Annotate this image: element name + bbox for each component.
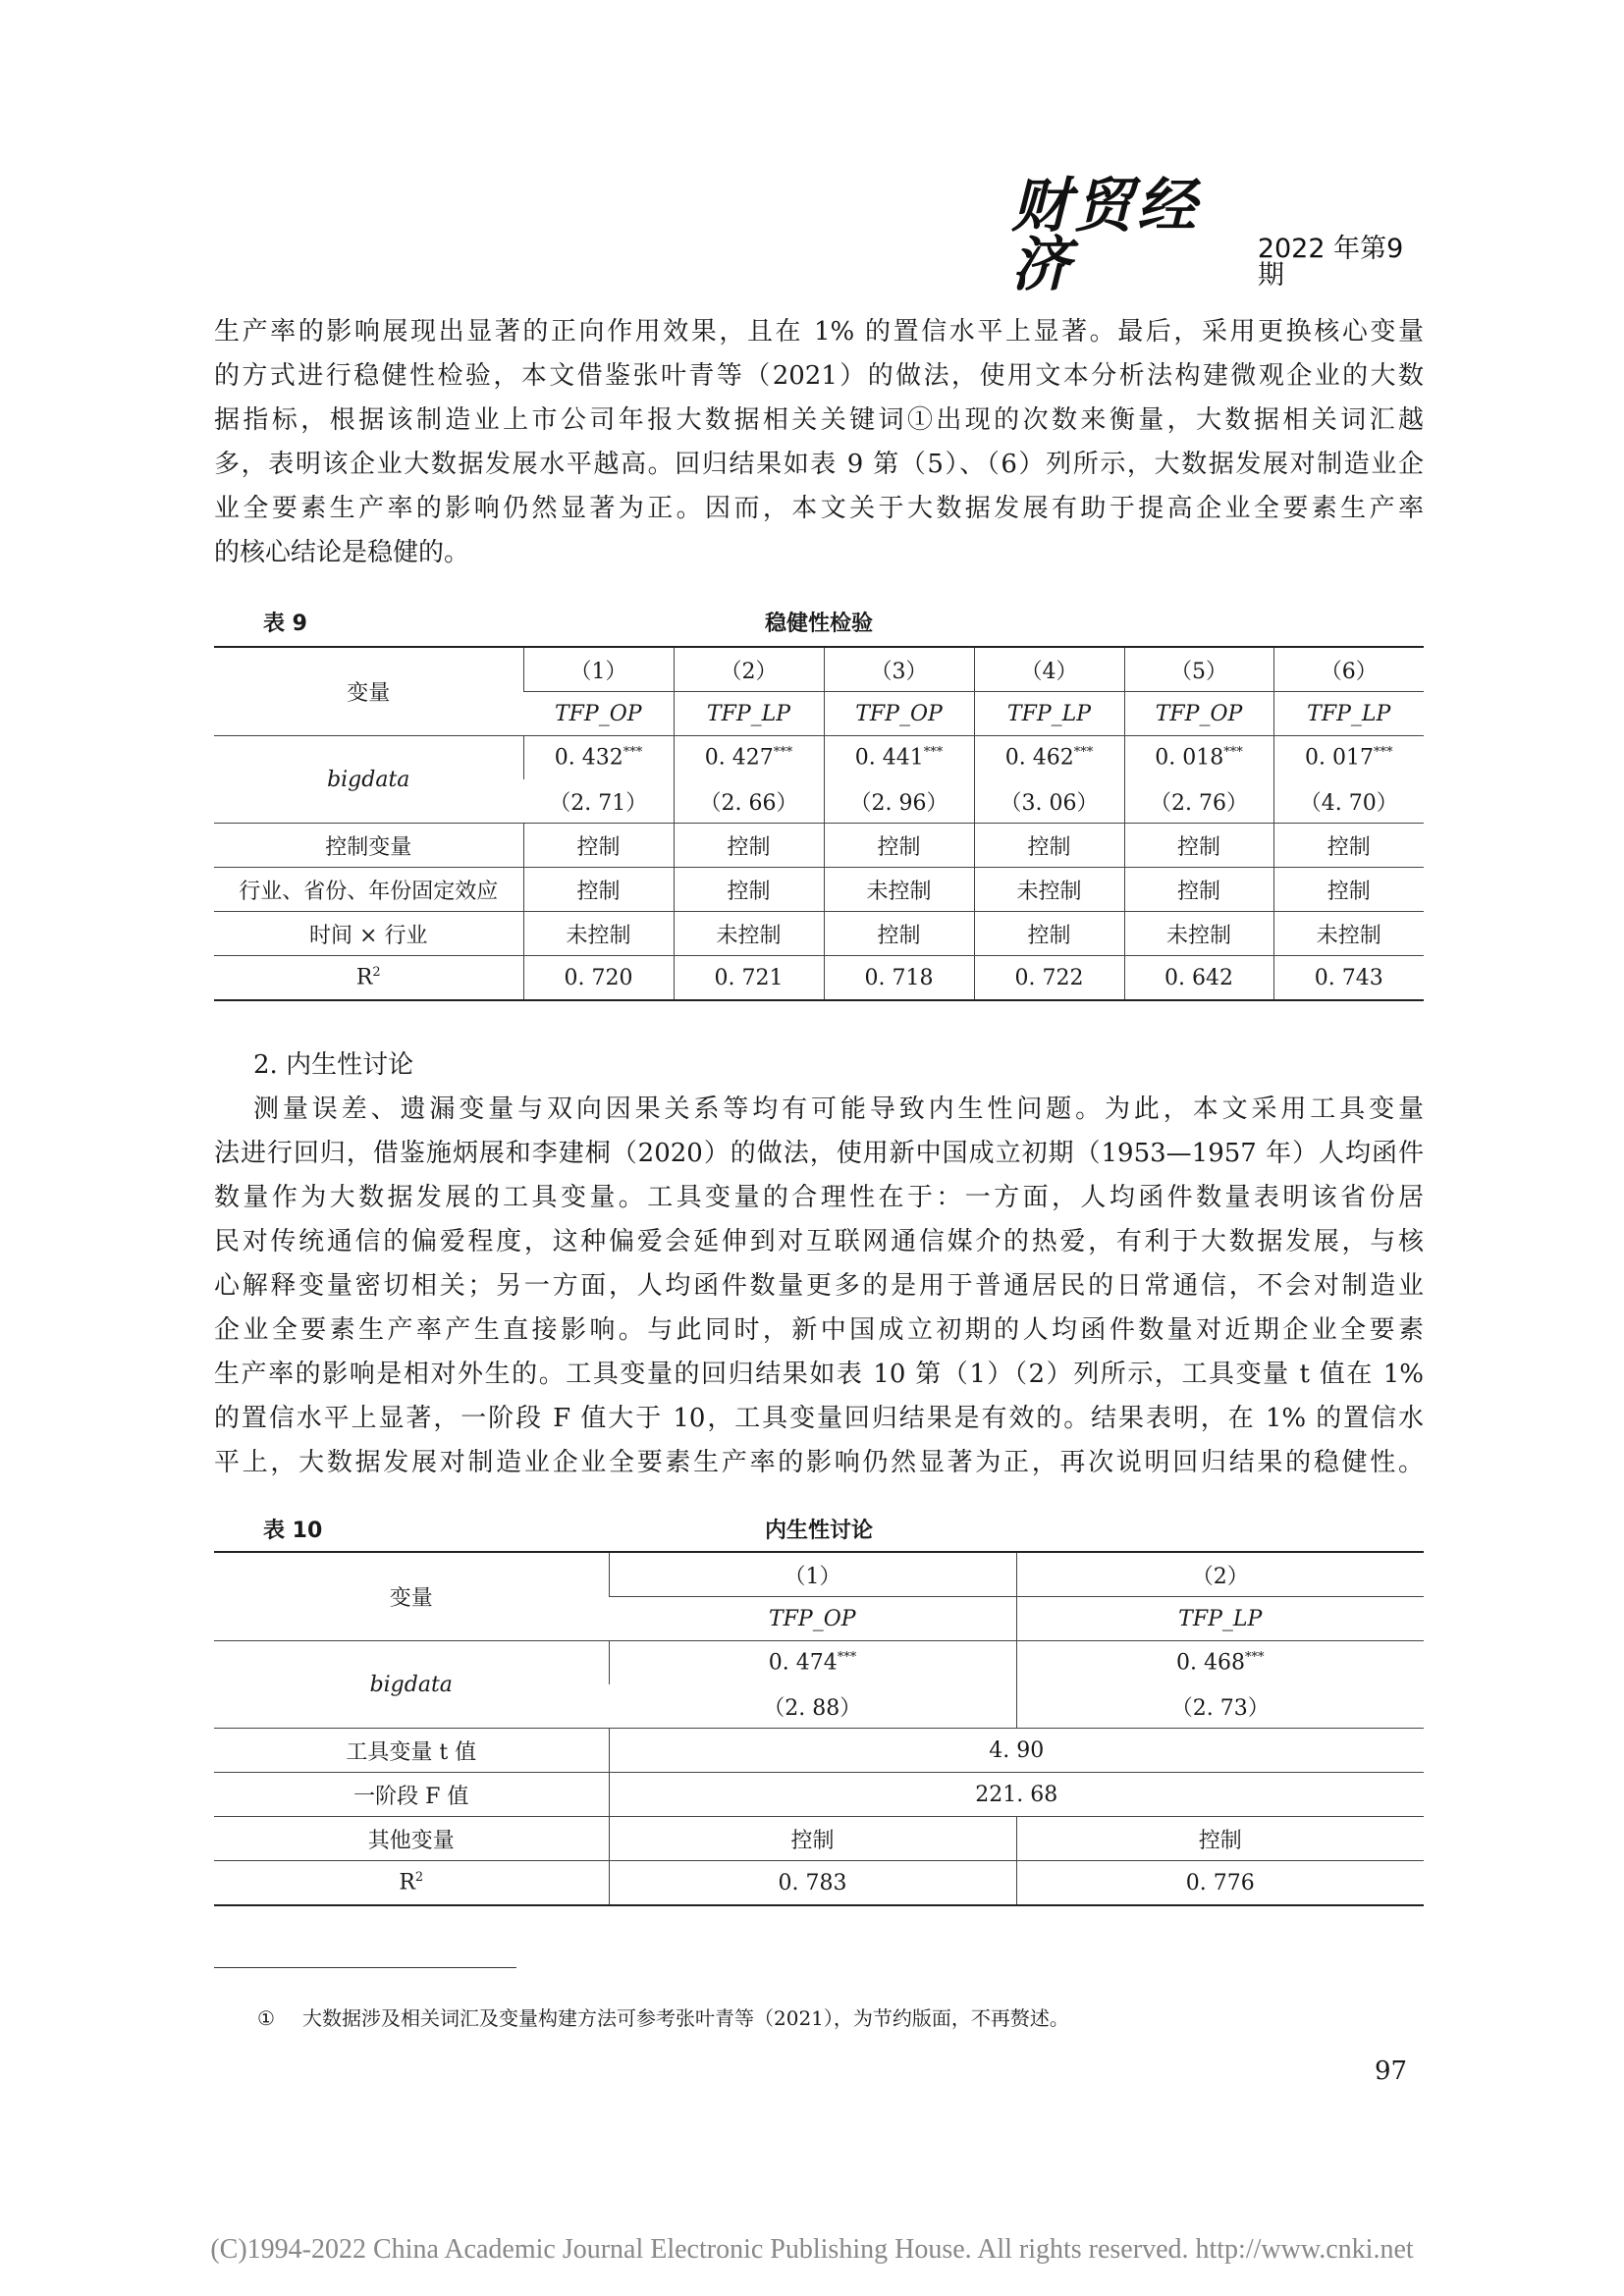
r2-superscript: 2 xyxy=(414,1870,424,1886)
col-number: （4） xyxy=(974,647,1124,692)
dep-var: TFP_OP xyxy=(824,692,974,736)
row-value: 控制 xyxy=(974,912,1124,956)
footnote-rule xyxy=(214,1967,516,1968)
first-stage-f-value: 221. 68 xyxy=(609,1773,1424,1817)
coef-value: 0. 017 xyxy=(1305,745,1374,771)
row-value: 未控制 xyxy=(1273,912,1424,956)
r2-value: 0. 722 xyxy=(974,956,1124,1001)
text-line: 据指标，根据该制造业上市公司年报大数据相关关键词①出现的次数来衡量，大数据相关词汇越 xyxy=(214,405,1424,435)
significance-stars: *** xyxy=(1073,745,1094,761)
r2-label xyxy=(214,1861,609,1906)
row-value: 未控制 xyxy=(1124,912,1273,956)
text-line: 的方式进行稳健性检验，本文借鉴张叶青等（2021）的做法，使用文本分析法构建微观企业的大数 xyxy=(214,361,1424,391)
t-stat: （2. 88） xyxy=(609,1684,1016,1729)
table9-number: 表 9 xyxy=(263,612,307,636)
text-line: 生产率的影响展现出显著的正向作用效果，且在 1% 的置信水平上显著。最后，采用更换核心变量 xyxy=(214,317,1424,347)
coef-cell xyxy=(1016,1641,1424,1685)
text-line: 生产率的影响是相对外生的。工具变量的回归结果如表 10 第（1）（2）列所示，工具变量 t 值在 1% xyxy=(214,1360,1424,1389)
r2-value: 0. 720 xyxy=(523,956,674,1001)
dep-var: TFP_OP xyxy=(609,1597,1016,1641)
coef-value: 0. 462 xyxy=(1004,745,1074,771)
row-label: 行业、省份、年份固定效应 xyxy=(214,868,523,912)
page-number: 97 xyxy=(1375,2056,1408,2086)
variable-header: 变量 xyxy=(214,1552,609,1641)
intro-paragraph xyxy=(214,310,1424,575)
coef-cell xyxy=(974,736,1124,780)
r2-value: 0. 642 xyxy=(1124,956,1273,1001)
dep-var: TFP_OP xyxy=(523,692,674,736)
significance-stars: *** xyxy=(1223,745,1243,761)
text-line: 民对传统通信的偏爱程度，这种偏爱会延伸到对互联网通信媒介的热爱，有利于大数据发展，与核 xyxy=(214,1227,1424,1256)
col-number: （3） xyxy=(824,647,974,692)
footnote-text: 大数据涉及相关词汇及变量构建方法可参考张叶青等（2021），为节约版面，不再赘述。 xyxy=(302,2006,1069,2030)
significance-stars: *** xyxy=(623,745,643,761)
section2-paragraph xyxy=(214,1088,1424,1485)
dep-var: TFP_OP xyxy=(1124,692,1273,736)
row-value: 控制 xyxy=(1124,868,1273,912)
r2-label xyxy=(214,956,523,1001)
row-value: 未控制 xyxy=(523,912,674,956)
footnote-mark: ① xyxy=(257,2006,275,2030)
coef-value: 0. 474 xyxy=(768,1650,838,1676)
col-number: （1） xyxy=(609,1552,1016,1597)
row-label: 控制变量 xyxy=(214,824,523,868)
significance-stars: *** xyxy=(1244,1650,1265,1666)
coef-cell xyxy=(1273,736,1424,780)
row-value: 控制 xyxy=(1273,824,1424,868)
coef-value: 0. 427 xyxy=(704,745,774,771)
dep-var: TFP_LP xyxy=(974,692,1124,736)
text-line: 法进行回归，借鉴施炳展和李建桐（2020）的做法，使用新中国成立初期（1953—1957 年）人均函件 xyxy=(214,1139,1424,1168)
r2-value: 0. 721 xyxy=(674,956,824,1001)
text-line: 心解释变量密切相关；另一方面，人均函件数量更多的是用于普通居民的日常通信，不会对制造业 xyxy=(214,1271,1424,1301)
coef-value: 0. 441 xyxy=(854,745,924,771)
row-value: 控制 xyxy=(974,824,1124,868)
table10-title: 内生性讨论 xyxy=(764,1519,873,1543)
col-number: （2） xyxy=(674,647,824,692)
significance-stars: *** xyxy=(1373,745,1393,761)
journal-header xyxy=(1011,172,1424,299)
text-line: 的置信水平上显著，一阶段 F 值大于 10，工具变量回归结果是有效的。结果表明，在 1% 的置信水 xyxy=(214,1404,1424,1433)
coef-cell xyxy=(609,1641,1016,1685)
r2-text: R xyxy=(399,1870,415,1896)
col-number: （1） xyxy=(523,647,674,692)
table10 xyxy=(214,1551,1424,1906)
significance-stars: *** xyxy=(773,745,793,761)
t-stat: （3. 06） xyxy=(974,779,1124,824)
row-value: 控制 xyxy=(674,824,824,868)
variable-header: 变量 xyxy=(214,647,523,736)
row-value: 未控制 xyxy=(674,912,824,956)
r2-value: 0. 776 xyxy=(1016,1861,1424,1906)
coef-value: 0. 432 xyxy=(554,745,623,771)
coef-cell xyxy=(824,736,974,780)
row-label: 时间 × 行业 xyxy=(214,912,523,956)
row-value: 控制 xyxy=(1124,824,1273,868)
r2-value: 0. 718 xyxy=(824,956,974,1001)
row-value: 控制 xyxy=(674,868,824,912)
text-line: 平上，大数据发展对制造业企业全要素生产率的影响仍然显著为正，再次说明回归结果的稳健性。 xyxy=(214,1448,1424,1477)
row-value: 控制 xyxy=(1273,868,1424,912)
row-value: 控制 xyxy=(609,1817,1016,1861)
footnote xyxy=(257,2002,1069,2031)
bigdata-label: bigdata xyxy=(214,1641,609,1729)
text-line: 数量作为大数据发展的工具变量。工具变量的合理性在于：一方面，人均函件数量表明该省份居 xyxy=(214,1183,1424,1212)
text-line: 企业全要素生产率产生直接影响。与此同时，新中国成立初期的人均函件数量对近期企业全要素 xyxy=(214,1315,1424,1345)
table9-title: 稳健性检验 xyxy=(764,612,873,636)
row-value: 控制 xyxy=(523,868,674,912)
coef-value: 0. 018 xyxy=(1155,745,1224,771)
col-number: （5） xyxy=(1124,647,1273,692)
row-value: 控制 xyxy=(824,824,974,868)
t-stat: （2. 76） xyxy=(1124,779,1273,824)
t-stat: （4. 70） xyxy=(1273,779,1424,824)
coef-cell xyxy=(674,736,824,780)
t-stat: （2. 66） xyxy=(674,779,824,824)
coef-cell xyxy=(523,736,674,780)
dep-var: TFP_LP xyxy=(1016,1597,1424,1641)
row-label: 一阶段 F 值 xyxy=(214,1773,609,1817)
t-stat: （2. 96） xyxy=(824,779,974,824)
row-value: 控制 xyxy=(824,912,974,956)
r2-text: R xyxy=(355,965,373,990)
row-label: 其他变量 xyxy=(214,1817,609,1861)
text-line: 多，表明该企业大数据发展水平越高。回归结果如表 9 第（5）、（6）列所示，大数据发展对制造业企 xyxy=(214,450,1424,479)
row-value: 控制 xyxy=(523,824,674,868)
t-stat: （2. 71） xyxy=(523,779,674,824)
table10-number: 表 10 xyxy=(263,1519,323,1543)
col-number: （2） xyxy=(1016,1552,1424,1597)
r2-superscript: 2 xyxy=(372,965,381,981)
row-label: 工具变量 t 值 xyxy=(214,1729,609,1773)
significance-stars: *** xyxy=(837,1650,857,1666)
coef-value: 0. 468 xyxy=(1176,1650,1245,1676)
row-value: 控制 xyxy=(1016,1817,1424,1861)
dep-var: TFP_LP xyxy=(674,692,824,736)
text-line: 的核心结论是稳健的。 xyxy=(214,538,470,567)
copyright-line: (C)1994-2022 China Academic Journal Electronic Publishing House. All rights reserved. http://www.cnki.net xyxy=(210,2234,1414,2265)
text-line: 测量误差、遗漏变量与双向因果关系等均有可能导致内生性问题。为此，本文采用工具变量 xyxy=(253,1095,1424,1124)
table10-caption xyxy=(214,1508,1424,1547)
row-value: 未控制 xyxy=(974,868,1124,912)
r2-value: 0. 783 xyxy=(609,1861,1016,1906)
t-stat: （2. 73） xyxy=(1016,1684,1424,1729)
journal-logo: 财贸经济 xyxy=(1011,172,1200,299)
coef-cell xyxy=(1124,736,1273,780)
table9 xyxy=(214,646,1424,1001)
iv-t-value: 4. 90 xyxy=(609,1729,1424,1773)
dep-var: TFP_LP xyxy=(1273,692,1424,736)
text-line: 业全要素生产率的影响仍然显著为正。因而，本文关于大数据发展有助于提高企业全要素生产率 xyxy=(214,494,1424,523)
bigdata-label: bigdata xyxy=(214,736,523,824)
section-heading: 2. 内生性讨论 xyxy=(253,1050,414,1080)
table9-caption xyxy=(214,601,1424,640)
issue-label: 2022 年第9期 xyxy=(1257,234,1404,291)
col-number: （6） xyxy=(1273,647,1424,692)
row-value: 未控制 xyxy=(824,868,974,912)
significance-stars: *** xyxy=(923,745,944,761)
r2-value: 0. 743 xyxy=(1273,956,1424,1001)
